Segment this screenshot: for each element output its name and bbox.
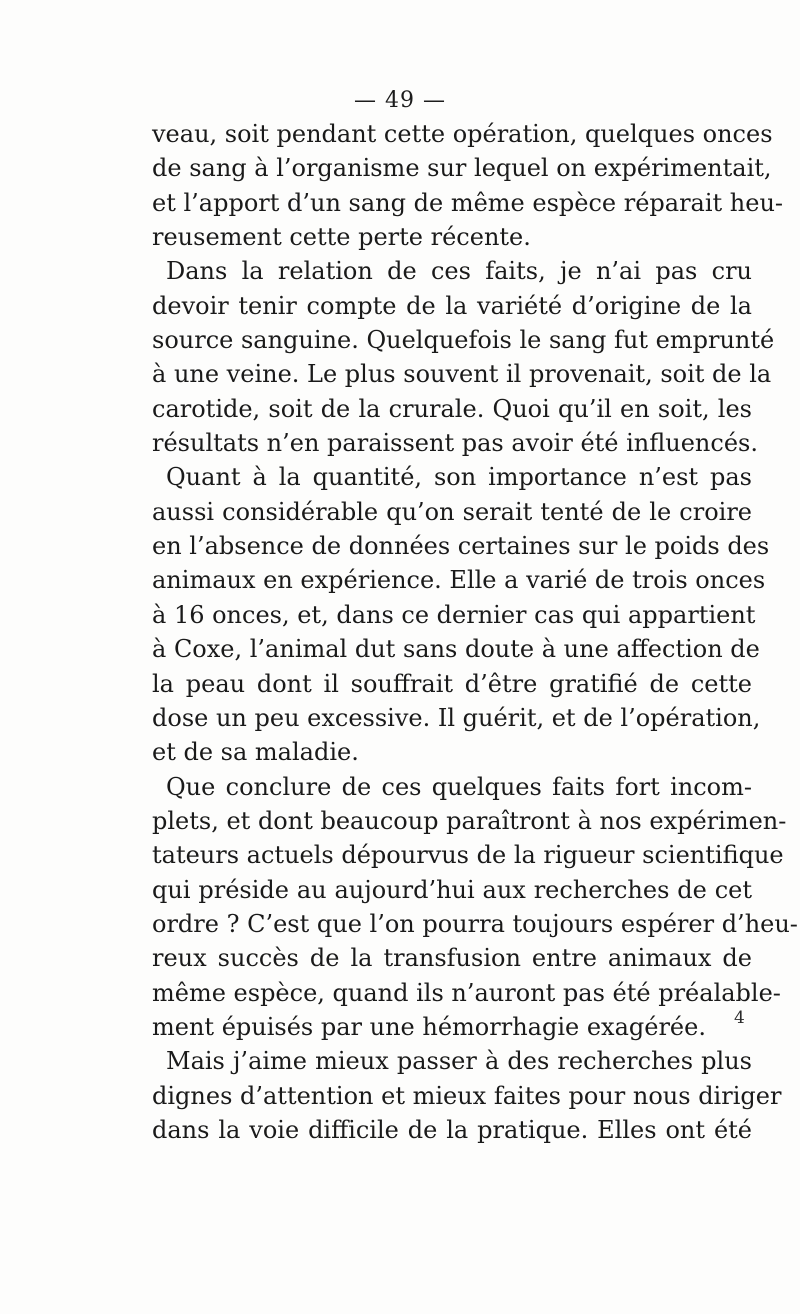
- text-line: à 16 onces, et, dans ce dernier cas qui appartient: [152, 600, 756, 629]
- page-number-header: — 49 —: [354, 88, 446, 113]
- text-line: dans la voie difficile de la pratique. Elles ont été: [152, 1115, 752, 1144]
- text-line: résultats n’en paraissent pas avoir été influencés.: [152, 429, 758, 458]
- text-line: source sanguine. Quelquefois le sang fut emprunté: [152, 326, 775, 355]
- text-line: reusement cette perte récente.: [152, 223, 531, 252]
- text-line: dose un peu excessive. Il guérit, et de l’opération,: [152, 703, 761, 732]
- text-line: tateurs actuels dépourvus de la rigueur scientifique: [152, 841, 784, 870]
- text-line: ordre ? C’est que l’on pourra toujours espérer d’heu-: [152, 909, 798, 938]
- paragraph-5: [152, 1044, 782, 1147]
- text-line: à une veine. Le plus souvent il provenait, soit de la: [152, 360, 772, 389]
- text-line: Quant à la quantité, son importance n’est pas: [166, 463, 752, 492]
- signature-mark: 4: [734, 1008, 745, 1028]
- text-line: aussi considérable qu’on serait tenté de le croire: [152, 497, 752, 526]
- text-line: en l’absence de données certaines sur le poids des: [152, 532, 770, 561]
- text-line: Mais j’aime mieux passer à des recherches plus: [166, 1047, 752, 1076]
- text-line: même espèce, quand ils n’auront pas été préalable-: [152, 978, 781, 1007]
- text-line: plets, et dont beaucoup paraîtront à nos expérimen-: [152, 806, 787, 835]
- text-line: devoir tenir compte de la variété d’origine de la: [152, 291, 752, 320]
- paragraph-4: [152, 770, 798, 1045]
- text-line: ment épuisés par une hémorrhagie exagérée.: [152, 1012, 706, 1041]
- text-line: et de sa maladie.: [152, 738, 359, 767]
- text-line: la peau dont il souffrait d’être gratifié de cette: [152, 669, 752, 698]
- paragraph-3: [152, 460, 770, 769]
- text-line: dignes d’attention et mieux faites pour nous diriger: [152, 1081, 782, 1110]
- text-line: veau, soit pendant cette opération, quelques onces: [152, 120, 773, 148]
- text-line: à Coxe, l’animal dut sans doute à une affection de: [152, 635, 760, 664]
- paragraph-1: [152, 117, 784, 254]
- text-line: Dans la relation de ces faits, je n’ai pas cru: [166, 257, 752, 286]
- text-line: reux succès de la transfusion entre animaux de: [152, 944, 752, 973]
- text-line: qui préside au aujourd’hui aux recherches de cet: [152, 875, 752, 904]
- text-line: de sang à l’organisme sur lequel on expérimentait,: [152, 154, 772, 183]
- text-line: et l’apport d’un sang de même espèce réparait heu-: [152, 188, 784, 217]
- text-line: carotide, soit de la crurale. Quoi qu’il en soit, les: [152, 394, 752, 423]
- text-line: animaux en expérience. Elle a varié de trois onces: [152, 566, 766, 595]
- paragraph-2: [152, 254, 775, 460]
- body-text: [152, 117, 798, 1147]
- text-line: Que conclure de ces quelques faits fort incom-: [166, 772, 752, 801]
